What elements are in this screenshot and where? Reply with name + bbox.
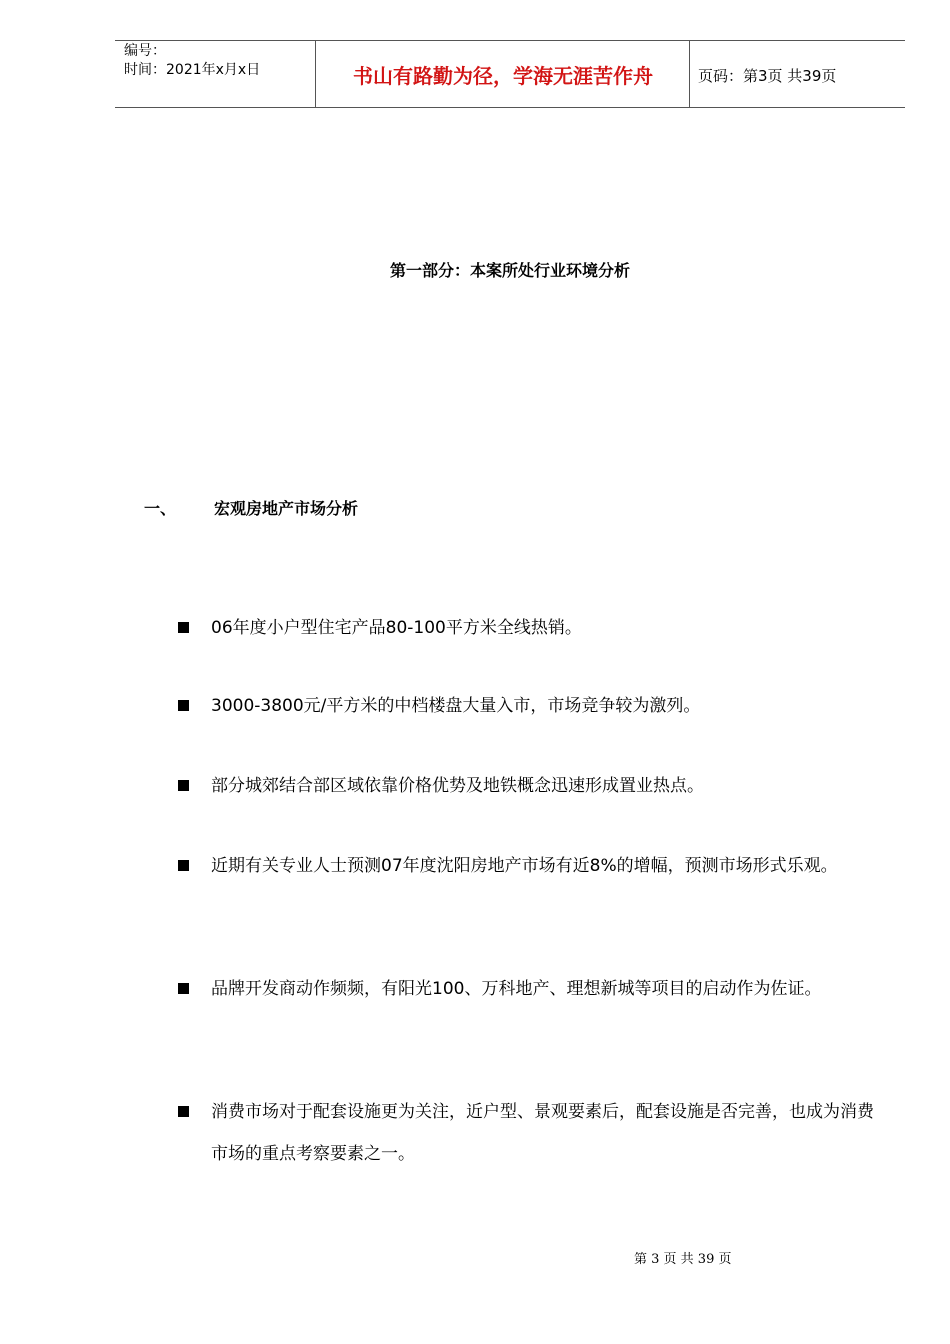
header-divider-left	[315, 40, 316, 107]
bullet-item	[211, 765, 886, 807]
header-top-rule	[115, 40, 905, 41]
header-meta	[124, 42, 260, 80]
heading-number: 一、	[144, 499, 177, 518]
square-bullet-icon	[178, 780, 189, 791]
bullet-text: 近期有关专业人士预测07年度沈阳房地产市场有近8%的增幅，预测市场形式乐观。	[211, 856, 838, 876]
square-bullet-icon	[178, 700, 189, 711]
section-title: 第一部分：本案所处行业环境分析	[389, 261, 630, 280]
heading-text: 宏观房地产市场分析	[214, 499, 359, 518]
bullet-text: 品牌开发商动作频频，有阳光100、万科地产、理想新城等项目的启动作为佐证。	[211, 979, 822, 999]
bullet-item	[211, 968, 886, 1010]
bullet-item	[211, 845, 886, 887]
header-number-label: 编号：	[124, 43, 166, 59]
bullet-item	[211, 685, 886, 727]
square-bullet-icon	[178, 983, 189, 994]
header-bottom-rule	[115, 107, 905, 108]
header-divider-right	[689, 40, 690, 107]
bullet-text: 06年度小户型住宅产品80-100平方米全线热销。	[211, 618, 582, 638]
bullet-text: 3000-3800元/平方米的中档楼盘大量入市，市场竞争较为激列。	[211, 696, 701, 716]
square-bullet-icon	[178, 1106, 189, 1117]
bullet-item	[211, 1091, 886, 1175]
bullet-item	[211, 607, 886, 649]
bullet-text: 部分城郊结合部区域依靠价格优势及地铁概念迅速形成置业热点。	[211, 776, 704, 796]
square-bullet-icon	[178, 622, 189, 633]
bullet-text: 消费市场对于配套设施更为关注，近户型、景观要素后，配套设施是否完善，也成为消费市场的重点考察要素之一。	[211, 1102, 874, 1164]
header-page-label: 页码：第3页 共39页	[698, 67, 837, 85]
header-motto: 书山有路勤为径，学海无涯苦作舟	[353, 64, 653, 88]
header-time-label: 时间：2021年x月x日	[124, 62, 261, 78]
page-footer: 第 3 页 共 39 页	[634, 1252, 732, 1267]
square-bullet-icon	[178, 860, 189, 871]
